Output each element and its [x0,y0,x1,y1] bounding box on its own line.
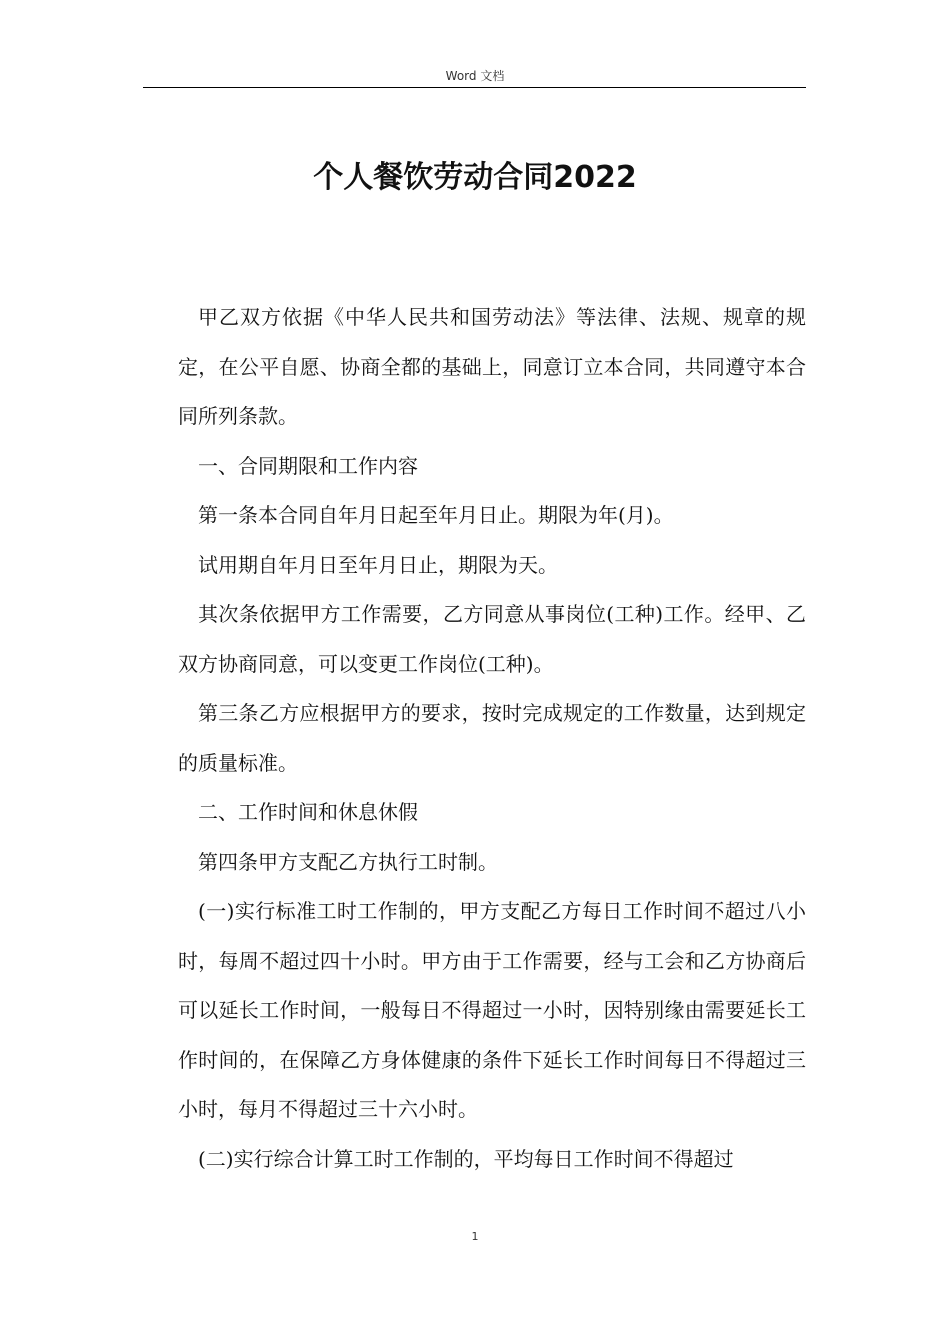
document-title: 个人餐饮劳动合同2022 [313,160,637,195]
paragraph-preamble: 甲乙双方依据《中华人民共和国劳动法》等法律、法规、规章的规定，在公平自愿、协商全都的基础上，同意订立本合同，共同遵守本合同所列条款。 [178,305,806,428]
paragraph-article-3: 第三条乙方应根据甲方的要求，按时完成规定的工作数量，达到规定的质量标准。 [178,701,806,775]
header-divider [143,87,806,88]
page-number: 1 [471,1230,479,1243]
paragraph-article-1: 第一条本合同自年月日起至年月日止。期限为年(月)。 [198,503,674,527]
section-heading-2: 二、工作时间和休息休假 [198,800,418,824]
section-heading-1: 一、合同期限和工作内容 [198,453,418,478]
document-body [178,293,806,1184]
paragraph-standard-hours: (一)实行标准工时工作制的，甲方支配乙方每日工作时间不超过八小时，每周不超过四十小时。甲方由于工作需要，经与工会和乙方协商后可以延长工作时间，一般每日不得超过一小时，因特别缘由需要延长工作时间的，在保障乙方身体健康的条件下延长工作时间每日不得超过三小时，每月不得超过三十六小时。 [178,899,806,1121]
paragraph-article-2: 其次条依据甲方工作需要，乙方同意从事岗位(工种)工作。经甲、乙双方协商同意，可以变更工作岗位(工种)。 [178,602,806,676]
page-header-label: Word 文档 [445,69,505,83]
paragraph-probation: 试用期自年月日至年月日止，期限为天。 [198,552,558,577]
paragraph-article-4: 第四条甲方支配乙方执行工时制。 [198,849,498,874]
paragraph-comprehensive-hours: (二)实行综合计算工时工作制的，平均每日工作时间不得超过 [198,1146,734,1171]
